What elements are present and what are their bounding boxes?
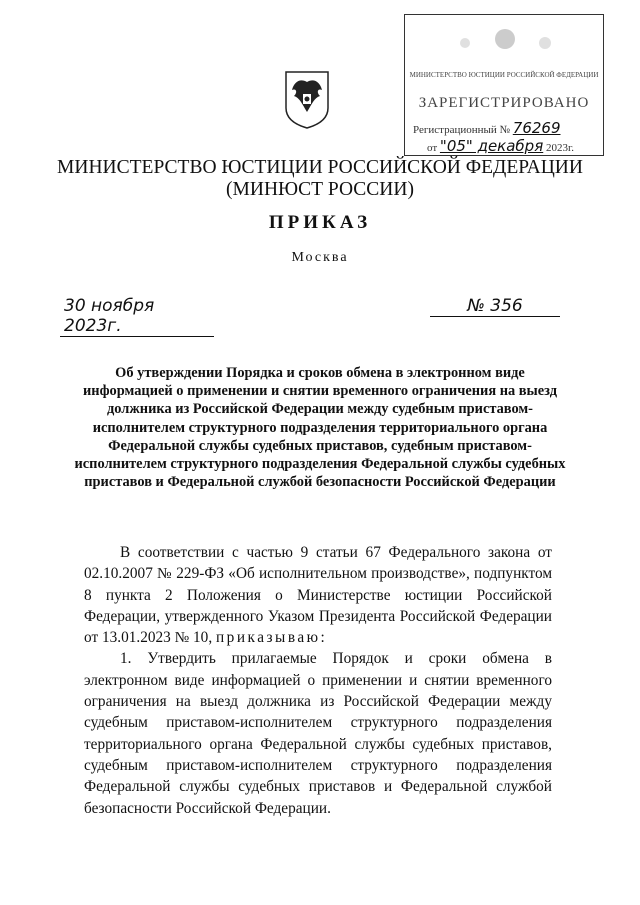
ministry-heading bbox=[0, 157, 640, 201]
item-1: 1. Утвердить прилагаемые Порядок и сроки обмена в электронном виде информацией о применении и снятии временного ограничения на выезд должника из Российской Федерации между судебным приставом-исполнителем структурного подразделения территориального органа Федеральной службы судебных приставов, судебным приставом-исполнителем структурного подразделения Федеральной службы судебных приставов и Федеральной службой безопасности Российской Федерации. bbox=[84, 650, 552, 817]
order-date: 30 ноября 2023г. bbox=[60, 296, 214, 337]
stamp-reg-number-line bbox=[413, 119, 561, 137]
stamp-emblem-icon bbox=[445, 21, 565, 61]
registration-stamp bbox=[404, 14, 604, 156]
order-word: приказываю: bbox=[215, 629, 328, 647]
stamp-year: 2023г. bbox=[545, 142, 575, 154]
ministry-short-name: (МИНЮСТ РОССИИ) bbox=[226, 179, 414, 200]
stamp-reg-number: 76269 bbox=[512, 119, 561, 137]
preamble-text: В соответствии с частью 9 статьи 67 Федерального закона от 02.10.2007 № 229-ФЗ «Об исполнительном производстве», подпунктом 8 пункта 2 Положения о Министерстве юстиции Российской Федерации, утвержденного Указом Президента Российской Федерации от 13.01.2023 № 10, bbox=[84, 544, 552, 647]
order-number: № 356 bbox=[430, 296, 560, 317]
stamp-ministry: МИНИСТЕРСТВО ЮСТИЦИИ РОССИЙСКОЙ ФЕДЕРАЦИИ bbox=[409, 71, 599, 79]
document-type: ПРИКАЗ bbox=[268, 212, 372, 233]
state-emblem bbox=[282, 68, 332, 130]
order-body bbox=[84, 542, 552, 819]
stamp-reg-label: Регистрационный № bbox=[413, 124, 511, 136]
stamp-date: "05" декабря bbox=[439, 137, 544, 155]
ministry-name: МИНИСТЕРСТВО ЮСТИЦИИ РОССИЙСКОЙ ФЕДЕРАЦИИ bbox=[57, 157, 583, 178]
order-title: Об утверждении Порядка и сроков обмена в электронном виде информацией о применении и снятии временного ограничения на выезд должника из Российской Федерации между судебным приставом-исполнителем структурного подразделения территориального органа Федеральной службы судебных приставов, судебным приставом-исполнителем структурного подразделения Федеральной службы судебных приставов и Федеральной службой безопасности Российской Федерации bbox=[74, 365, 566, 491]
stamp-date-prefix: от bbox=[427, 142, 438, 154]
city: Москва bbox=[291, 250, 349, 265]
preamble-paragraph bbox=[84, 542, 552, 648]
stamp-registered: ЗАРЕГИСТРИРОВАНО bbox=[418, 95, 590, 111]
stamp-date-line bbox=[427, 137, 574, 155]
